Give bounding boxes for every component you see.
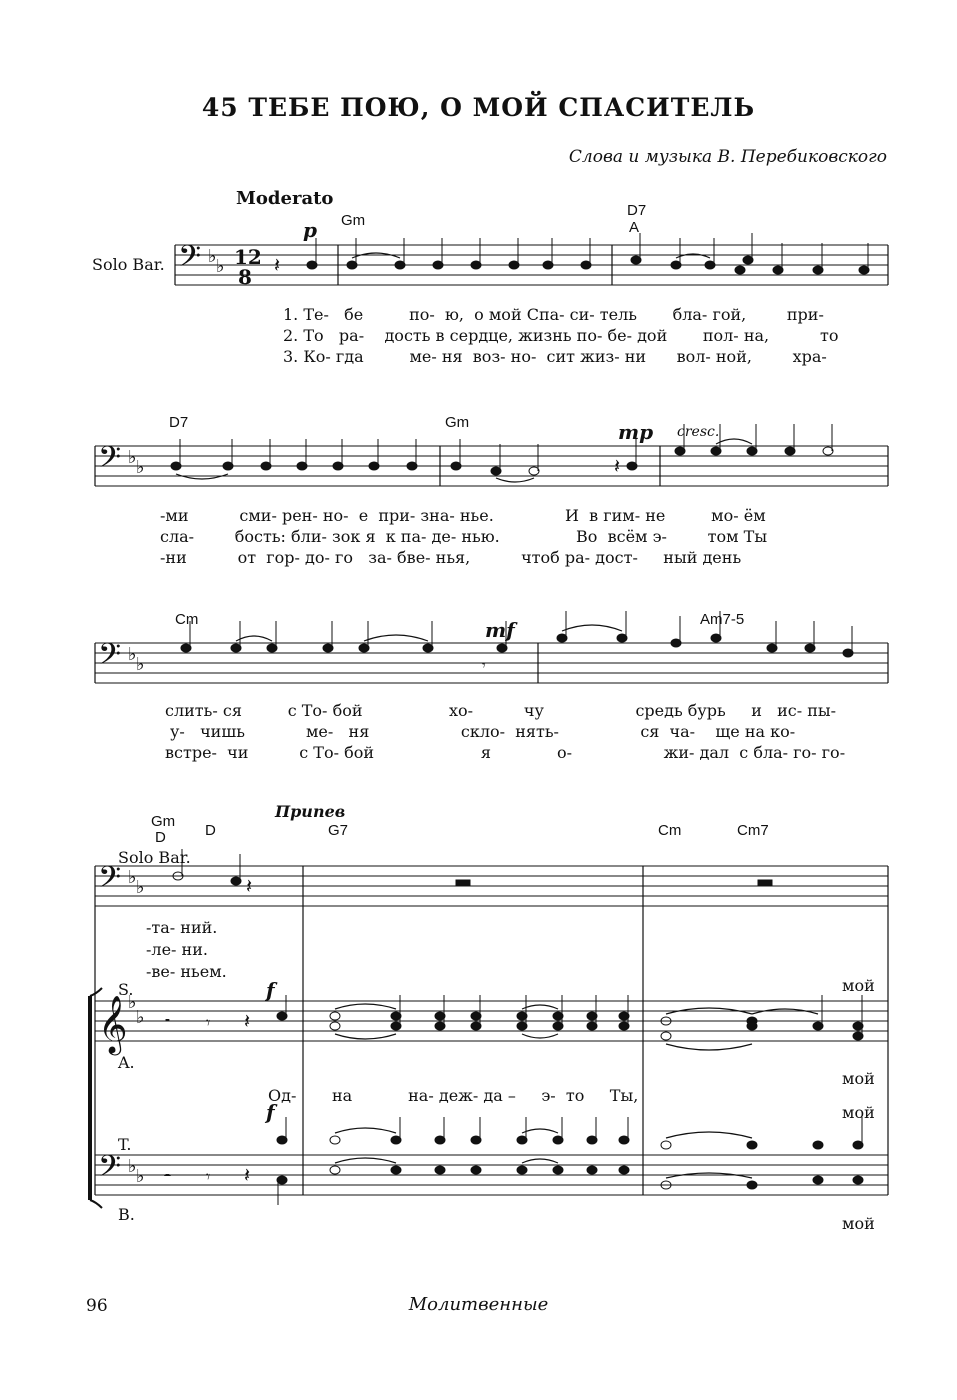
svg-text:𝄽: 𝄽 [246,874,253,898]
chord-d-bass: D [155,829,166,846]
notes-system-1 [307,233,869,274]
chord-am7-5: Am7-5 [700,611,745,628]
page-title: 45 ТЕБЕ ПОЮ, О МОЙ СПАСИТЕЛЬ [201,93,756,122]
staff-system-4-solo [95,866,888,906]
section-title: Молитвенные [408,1294,549,1315]
dynamic-f: f [266,978,275,1002]
lyric-end-verse3: -ве- ньем. [146,962,227,981]
svg-text:𝄾: 𝄾 [206,1167,211,1186]
lyric-end-verse1: -та- ний. [146,918,218,937]
staff-system-2 [95,446,888,486]
staff-treble [95,1001,888,1041]
svg-text:𝄼: 𝄼 [164,1011,171,1032]
dynamic-cresc: cresc. [677,424,720,440]
dynamic-f: f [266,1100,275,1124]
chord-d7: D7 [169,414,189,431]
svg-text:𝄽: 𝄽 [614,454,621,478]
lyric-verse1-line2: -ми сми- рен- но- е при- зна- нье. И в гим- не мо- ём [160,506,766,525]
svg-text:♭: ♭ [136,1166,145,1187]
solo-label-2: Solo Bar. [118,848,191,867]
lyric-verse2-line1: 2. То ра- дость в сердце, жизнь по- бе- дой пол- на, то [283,326,839,345]
lyric-choir: Од- на на- деж- да – э- то Ты, [268,1086,639,1105]
svg-text:♭: ♭ [128,867,137,888]
chord-g7: G7 [328,822,349,839]
bass-label: B. [118,1205,135,1224]
tenor-label: T. [118,1135,132,1154]
chord-gm: Gm [445,414,470,431]
chord-cm7: Cm7 [737,822,769,839]
composer-credit: Слова и музыка В. Перебиковского [568,147,887,167]
svg-text:♭: ♭ [128,992,137,1013]
lyric-verse3-line2: -ни от гор- до- го за- бве- нья, чтоб ра- дост- ный день [160,548,742,567]
svg-text:♭: ♭ [128,1156,137,1177]
svg-text:♭: ♭ [128,447,137,468]
svg-text:♭: ♭ [128,644,137,665]
lyric-moi-bass: мой [842,1214,875,1233]
svg-text:𝄽: 𝄽 [244,1009,251,1033]
svg-text:♭: ♭ [136,1007,145,1028]
solo-label: Solo Bar. [92,255,165,274]
chord-cm: Cm [658,822,682,839]
lyric-verse2-line3: у- чишь ме- ня скло- нять- ся ча- ще на ко- [170,722,796,741]
soprano-label: S. [118,980,134,999]
svg-text:♭: ♭ [136,654,145,675]
svg-text:♭: ♭ [216,256,225,277]
svg-text:𝄾: 𝄾 [206,1013,211,1032]
barlines [95,245,888,1195]
chord-gm: Gm [151,813,176,830]
notes-system-4-solo [173,849,772,885]
svg-text:𝄽: 𝄽 [274,253,281,277]
svg-text:8: 8 [238,265,252,289]
staff-system-1 [175,245,888,285]
svg-text:𝄢: 𝄢 [98,861,122,902]
lyric-moi-soprano: мой [842,976,875,995]
chord-d7: D7 [627,202,647,219]
svg-text:𝄢: 𝄢 [178,240,202,281]
chord-d: D [205,822,216,839]
lyric-moi-tenor: мой [842,1103,875,1122]
svg-text:𝄽: 𝄽 [244,1163,251,1187]
lyric-verse3-line3: встре- чи с То- бой я о- жи- дал с бла- го- го- [165,743,846,762]
rests [164,253,620,1187]
svg-text:♭: ♭ [208,246,217,267]
svg-text:𝄾: 𝄾 [482,658,486,674]
svg-text:♭: ♭ [136,877,145,898]
svg-text:𝄢: 𝄢 [98,1150,122,1191]
chord-a-bass: A [629,219,640,236]
staff-lines [95,245,888,1195]
svg-text:♭: ♭ [136,457,145,478]
svg-text:𝄢: 𝄢 [98,638,122,679]
lyric-verse2-line2: сла- бость: бли- зок я к па- де- нью. Во всём э- том Ты [160,527,768,546]
lyric-moi-alto: мой [842,1069,875,1088]
svg-text:12: 12 [234,245,262,269]
refrain-label: Припев [275,802,346,821]
lyric-verse1-line1: 1. Те- бе по- ю, о мой Спа- си- тель бла- гой, при- [283,305,824,324]
notes-system-2 [171,424,833,475]
page-number: 96 [86,1296,108,1316]
staff-bass [95,1155,888,1195]
lyric-verse3-line1: 3. Ко- гда ме- ня воз- но- сит жиз- ни вол- ной, хра- [283,347,827,366]
svg-text:𝄢: 𝄢 [98,441,122,482]
chord-gm: Gm [341,212,366,229]
alto-label: A. [118,1053,135,1072]
tempo-marking: Moderato [236,188,334,209]
svg-text:𝄞: 𝄞 [98,995,128,1053]
dynamic-mf: mf [485,618,515,642]
dynamic-mp: mp [618,420,654,444]
lyric-verse1-line3: слить- ся с То- бой хо- чу средь бурь и ис- пы- [165,701,837,720]
chord-cm: Cm [175,611,199,628]
lyric-end-verse2: -ле- ни. [146,940,208,959]
notes-system-3 [181,611,853,657]
dynamic-p: p [303,218,317,242]
svg-text:𝄼: 𝄼 [164,1166,171,1187]
